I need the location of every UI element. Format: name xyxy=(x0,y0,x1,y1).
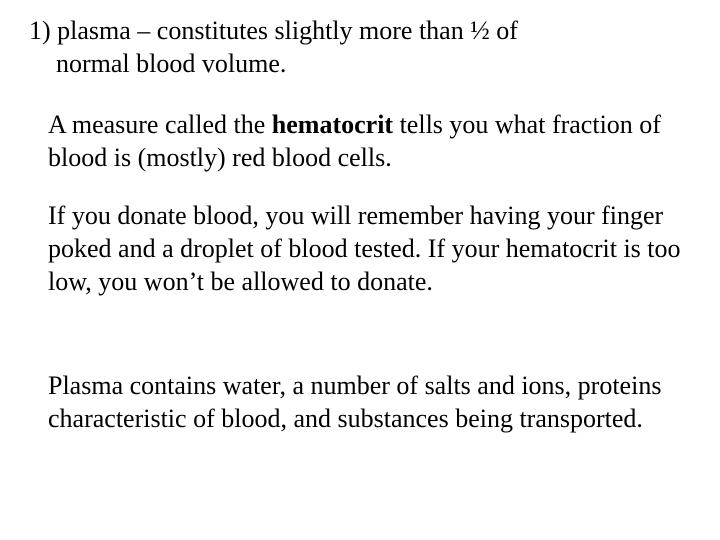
point-hematocrit-definition xyxy=(48,108,698,174)
point-plasma-volume xyxy=(29,14,699,80)
hematocrit-term: hematocrit xyxy=(271,110,394,139)
hematocrit-text-after: tells you what fraction of blood is (mostly) red blood cells. xyxy=(48,110,661,172)
point-plasma-contents: Plasma contains water, a number of salts and ions, proteins characteristic of blood, and substances being transported. xyxy=(48,371,662,433)
point-blood-donation: If you donate blood, you will remember having your finger poked and a droplet of blood tested. If your hematocrit is too low, you won’t be allowed to donate. xyxy=(48,201,681,296)
hematocrit-text-before: A measure called the xyxy=(48,110,272,139)
point-plasma-line2: normal blood volume. xyxy=(56,49,287,78)
point-plasma-line1: 1) plasma – constitutes slightly more than ½ of xyxy=(29,16,518,45)
